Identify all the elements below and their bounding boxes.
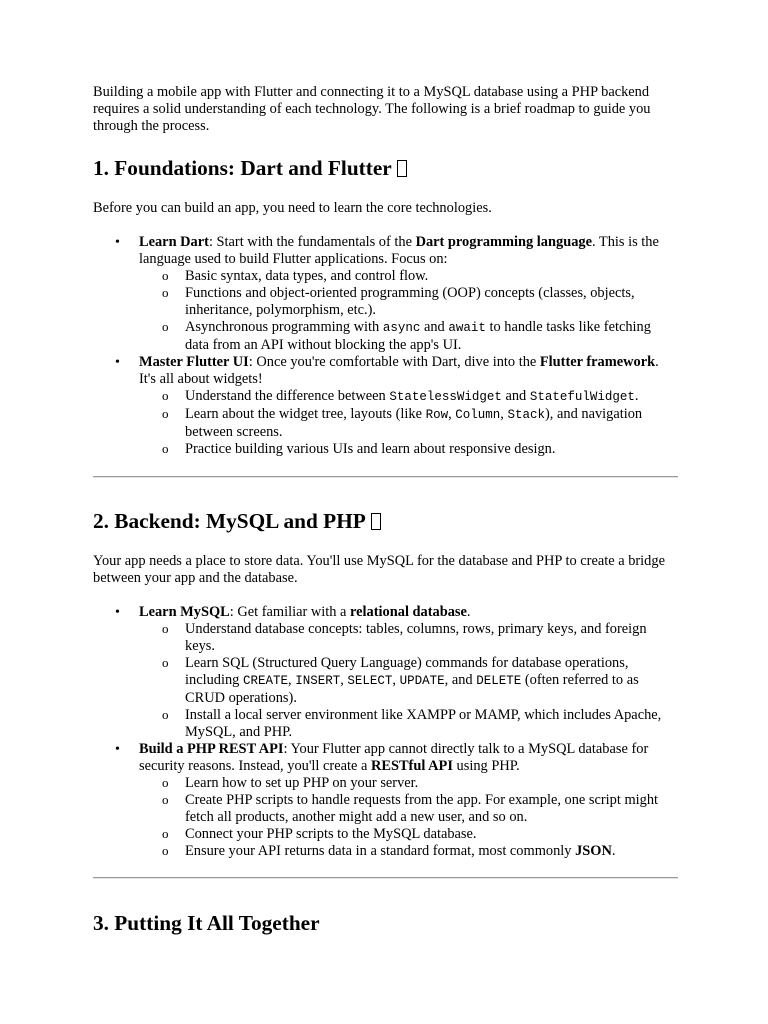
sub-list (139, 775, 678, 860)
document-page (93, 84, 678, 936)
circle-bullet-icon: o (162, 285, 169, 300)
circle-bullet-icon: o (162, 707, 169, 722)
sub-list (139, 621, 678, 741)
sub-list (139, 268, 678, 354)
list-item-build-php-rest-api: • Build a PHP REST API: Your Flutter app cannot directly talk to a MySQL database for security reasons. Instead, you'll create a RESTful API using PHP. o Learn how to set up PHP on your server. o Create PHP scripts to handle requests from the app. For example, one script might fetch all products, another might add a new user, and so on. o Connect your PHP scripts to the MySQL database. o Ensure your API returns data in a standard format, most commonly JSON. (93, 741, 678, 860)
bullet-icon: • (115, 355, 120, 370)
section-1-list (93, 234, 678, 458)
circle-bullet-icon: o (162, 441, 169, 456)
list-item: o Functions and object-oriented programming (OOP) concepts (classes, objects, inheritance, polymorphism, etc.). (162, 285, 635, 318)
list-item-learn-dart: • Learn Dart: Start with the fundamentals of the Dart programming language. This is the language used to build Flutter applications. Focus on: o Basic syntax, data types, and control flow. o Functions and object-oriented programming (OOP) concepts (classes, objects, inheritance, polymorphism, etc.). o Asynchronous programming with async and await to handle tasks like fetching data from an API without blocking the app's UI. (93, 234, 678, 354)
circle-bullet-icon: o (162, 319, 169, 334)
intro-paragraph: Building a mobile app with Flutter and connecting it to a MySQL database using a PHP backend requires a solid understanding of each technology. The following is a brief roadmap to guide you through the process. (93, 84, 651, 134)
list-item: o Install a local server environment like XAMPP or MAMP, which includes Apache, MySQL, and PHP. (162, 707, 662, 740)
list-item: o Understand database concepts: tables, columns, rows, primary keys, and foreign keys. (162, 621, 647, 654)
circle-bullet-icon: o (162, 843, 169, 858)
horizontal-rule (93, 877, 678, 879)
section-2-heading: 2. Backend: MySQL and PHP (93, 508, 678, 534)
list-item: o Understand the difference between StatelessWidget and StatefulWidget. (162, 388, 639, 404)
list-item: o Learn how to set up PHP on your server. (162, 775, 419, 791)
circle-bullet-icon: o (162, 406, 169, 421)
bullet-icon: • (115, 235, 120, 250)
list-item-master-flutter-ui: • Master Flutter UI: Once you're comfortable with Dart, dive into the Flutter framework. It's all about widgets! o Understand the difference between StatelessWidget and StatefulWidget. o Learn about the widget tree, layouts (like Row, Column, Stack), and navigation between screens. o Practice building various UIs and learn about responsive design. (93, 354, 678, 458)
list-item: o Create PHP scripts to handle requests from the app. For example, one script might fetch all products, another might add a new user, and so on. (162, 792, 659, 825)
bullet-icon: • (115, 742, 120, 757)
list-item: o Asynchronous programming with async and await to handle tasks like fetching data from an API without blocking the app's UI. (162, 319, 651, 353)
circle-bullet-icon: o (162, 268, 169, 283)
bullet-icon: • (115, 605, 120, 620)
section-1-heading: 1. Foundations: Dart and Flutter (93, 155, 678, 181)
circle-bullet-icon: o (162, 792, 169, 807)
section-3-heading: 3. Putting It All Together (93, 911, 320, 935)
circle-bullet-icon: o (162, 388, 169, 403)
section-2-lead: Your app needs a place to store data. You'll use MySQL for the database and PHP to create a bridge between your app and the database. (93, 553, 665, 586)
list-item: o Practice building various UIs and learn about responsive design. (162, 441, 556, 457)
circle-bullet-icon: o (162, 775, 169, 790)
section-2-list (93, 604, 678, 860)
missing-glyph-icon (371, 513, 381, 530)
list-item: o Learn SQL (Structured Query Language) commands for database operations, including CREATE, INSERT, SELECT, UPDATE, and DELETE (often referred to as CRUD operations). (162, 655, 639, 706)
circle-bullet-icon: o (162, 826, 169, 841)
list-item: o Ensure your API returns data in a standard format, most commonly JSON. (162, 843, 616, 859)
section-1-lead: Before you can build an app, you need to learn the core technologies. (93, 200, 492, 216)
sub-list (139, 388, 678, 458)
circle-bullet-icon: o (162, 621, 169, 636)
missing-glyph-icon (397, 160, 407, 177)
list-item: o Basic syntax, data types, and control flow. (162, 268, 429, 284)
list-item-learn-mysql: • Learn MySQL: Get familiar with a relational database. o Understand database concepts: tables, columns, rows, primary keys, and foreign keys. o Learn SQL (Structured Query Language) commands for database operations, including CREATE, INSERT, SELECT, UPDATE, and DELETE (often referred to as CRUD operations). o Install a local server environment like XAMPP or MAMP, which includes Apache, MySQL, and PHP. (93, 604, 678, 741)
list-item: o Learn about the widget tree, layouts (like Row, Column, Stack), and navigation between screens. (162, 406, 643, 440)
circle-bullet-icon: o (162, 655, 169, 670)
list-item: o Connect your PHP scripts to the MySQL database. (162, 826, 477, 842)
horizontal-rule (93, 476, 678, 478)
